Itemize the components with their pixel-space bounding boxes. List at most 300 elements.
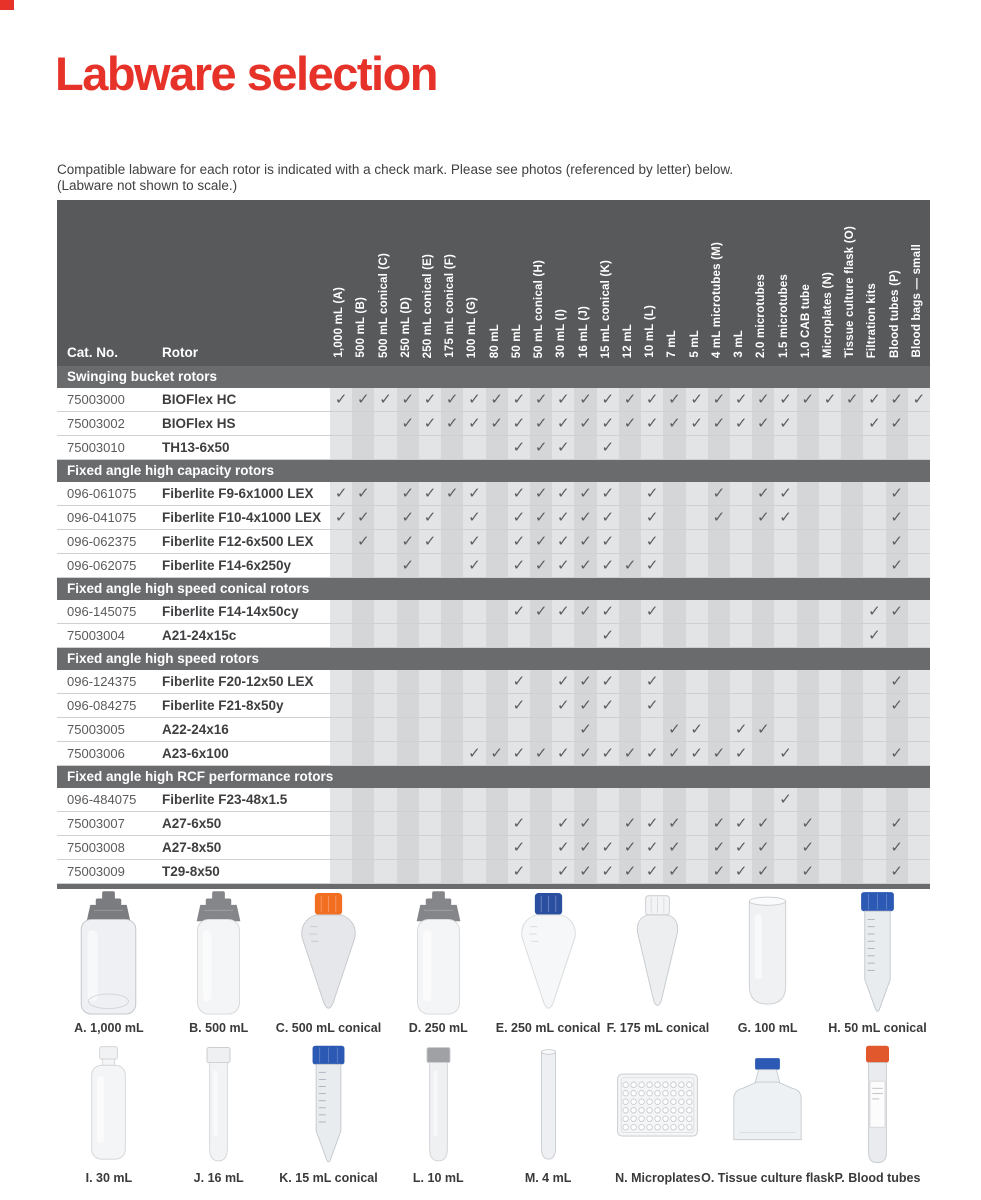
- check-cell: [708, 788, 730, 811]
- check-mark: ✓: [645, 745, 659, 762]
- labware-photo: [603, 1044, 713, 1185]
- check-cell: [574, 436, 596, 459]
- check-mark: ✓: [868, 627, 881, 644]
- labware-table: [57, 200, 930, 889]
- check-cell: [641, 812, 663, 835]
- check-cell: [397, 670, 419, 693]
- cat-no-cell: 75003005: [67, 722, 125, 737]
- column-header-label: 1.5 microtubes: [777, 274, 790, 358]
- rotor-column-header: Rotor: [162, 345, 198, 360]
- check-cell: [663, 860, 685, 883]
- check-mark: ✓: [557, 509, 570, 526]
- check-cell: [574, 624, 596, 647]
- check-cell: [863, 860, 885, 883]
- check-mark: ✓: [645, 485, 659, 502]
- check-cell: [486, 412, 508, 435]
- check-mark: ✓: [512, 697, 526, 714]
- check-mark: ✓: [890, 391, 903, 408]
- check-mark: ✓: [557, 485, 570, 502]
- check-mark: ✓: [579, 815, 592, 832]
- check-mark: ✓: [890, 745, 903, 762]
- check-cell: [752, 624, 774, 647]
- check-cell: [486, 670, 508, 693]
- section-header-label: Swinging bucket rotors: [67, 369, 218, 384]
- check-cell: [752, 860, 774, 883]
- check-cell: [863, 482, 885, 505]
- check-cell: [797, 718, 819, 741]
- check-mark: ✓: [890, 673, 903, 690]
- column-header-label: 80 mL: [488, 323, 501, 358]
- check-mark: ✓: [779, 415, 792, 432]
- check-cell: [908, 388, 930, 411]
- check-cell: [797, 624, 819, 647]
- check-cell: [774, 530, 796, 553]
- check-cell: [841, 670, 863, 693]
- check-cell: [574, 412, 596, 435]
- check-mark: ✓: [623, 839, 637, 856]
- check-mark: ✓: [601, 603, 615, 620]
- check-cell: [530, 742, 552, 765]
- check-cell: [708, 670, 730, 693]
- table-row: [57, 482, 930, 506]
- rotor-cell: Fiberlite F14-14x50cy: [162, 604, 299, 619]
- check-cell: [441, 482, 463, 505]
- check-cell: [486, 742, 508, 765]
- labware-photo: [274, 1044, 384, 1185]
- check-cell: [397, 554, 419, 577]
- check-cell: [819, 436, 841, 459]
- check-cell: [463, 412, 485, 435]
- check-cell: [841, 742, 863, 765]
- check-cell: [841, 412, 863, 435]
- check-cell: [908, 836, 930, 859]
- check-cell: [752, 482, 774, 505]
- conical-ribcap-icon: [612, 890, 703, 1018]
- check-mark: ✓: [912, 391, 926, 408]
- check-mark: ✓: [579, 673, 592, 690]
- check-cell: [441, 600, 463, 623]
- labware-photo-image: [613, 1044, 702, 1168]
- check-mark: ✓: [601, 697, 615, 714]
- check-mark: ✓: [623, 391, 637, 408]
- check-cell: [574, 718, 596, 741]
- check-cell: [708, 554, 730, 577]
- check-cell: [663, 812, 685, 835]
- column-header-label: 30 mL (I): [555, 309, 568, 358]
- cat-no-cell: 75003002: [67, 416, 125, 431]
- check-cell: [886, 670, 908, 693]
- check-mark: ✓: [579, 485, 592, 502]
- check-cell: [530, 530, 552, 553]
- check-cell: [486, 600, 508, 623]
- check-cell: [774, 836, 796, 859]
- check-mark: ✓: [868, 391, 881, 408]
- cat-no-cell: 096-484075: [67, 792, 137, 807]
- check-cell: [797, 506, 819, 529]
- check-cell: [374, 506, 396, 529]
- check-cell: [708, 506, 730, 529]
- labware-photos-row-2: [54, 1044, 933, 1185]
- check-cell: [441, 388, 463, 411]
- blood-tube-icon: [833, 1044, 922, 1168]
- labware-photo-image: [284, 1044, 373, 1168]
- check-cell: [330, 836, 352, 859]
- check-cell: [752, 388, 774, 411]
- tube-open-small-icon: [504, 1044, 593, 1168]
- labware-photo-label: N. Microplates: [615, 1171, 701, 1185]
- check-cell: [863, 718, 885, 741]
- check-cell: [330, 670, 352, 693]
- check-cell: [552, 694, 574, 717]
- rotor-cell: Fiberlite F23-48x1.5: [162, 792, 288, 807]
- check-cell: [774, 694, 796, 717]
- check-cell: [508, 694, 530, 717]
- labware-photo-label: K. 15 mL conical: [279, 1171, 378, 1185]
- check-cell: [819, 412, 841, 435]
- check-cell: [841, 554, 863, 577]
- column-header-label: Blood tubes (P): [888, 270, 901, 358]
- check-cell: [908, 506, 930, 529]
- check-cell: [863, 836, 885, 859]
- check-mark: ✓: [512, 863, 526, 880]
- check-cell: [797, 482, 819, 505]
- column-header-label: 250 mL conical (E): [422, 253, 434, 358]
- check-mark: ✓: [512, 815, 526, 832]
- check-cell: [708, 812, 730, 835]
- check-mark: ✓: [779, 509, 792, 526]
- check-cell: [574, 812, 596, 835]
- check-cell: [752, 600, 774, 623]
- check-mark: ✓: [601, 839, 615, 856]
- check-cell: [863, 694, 885, 717]
- check-mark: ✓: [757, 839, 770, 856]
- check-mark: ✓: [468, 485, 481, 502]
- check-cell: [419, 836, 441, 859]
- check-mark: ✓: [645, 839, 659, 856]
- check-mark: ✓: [890, 485, 903, 502]
- check-mark: ✓: [623, 557, 637, 574]
- check-cell: [841, 812, 863, 835]
- check-cell: [774, 600, 796, 623]
- check-mark: ✓: [757, 721, 770, 738]
- check-mark: ✓: [690, 721, 703, 738]
- check-cell: [463, 670, 485, 693]
- check-cell: [530, 718, 552, 741]
- check-cell: [441, 624, 463, 647]
- check-cell: [619, 600, 641, 623]
- check-mark: ✓: [579, 697, 592, 714]
- rotor-cell: Fiberlite F20-12x50 LEX: [162, 674, 314, 689]
- check-cell: [463, 506, 485, 529]
- labware-photo: [383, 1044, 493, 1185]
- check-cell: [708, 624, 730, 647]
- check-cell: [863, 530, 885, 553]
- check-cell: [330, 530, 352, 553]
- check-cell: [641, 554, 663, 577]
- check-mark: ✓: [645, 391, 659, 408]
- check-cell: [397, 812, 419, 835]
- check-cell: [508, 436, 530, 459]
- check-mark: ✓: [801, 839, 815, 856]
- check-mark: ✓: [557, 557, 570, 574]
- check-cell: [330, 388, 352, 411]
- check-cell: [686, 718, 708, 741]
- check-mark: ✓: [757, 415, 770, 432]
- table-row: [57, 670, 930, 694]
- table-header: [57, 200, 930, 366]
- check-cell: [463, 436, 485, 459]
- labware-photo-image: [393, 890, 484, 1018]
- check-mark: ✓: [512, 509, 526, 526]
- check-mark: ✓: [557, 815, 570, 832]
- check-cell: [352, 788, 374, 811]
- check-cell: [397, 624, 419, 647]
- check-cell: [908, 670, 930, 693]
- check-cell: [530, 436, 552, 459]
- check-cell: [841, 482, 863, 505]
- check-cell: [774, 742, 796, 765]
- labware-photo-label: C. 500 mL conical: [275, 1021, 382, 1035]
- check-cell: [530, 624, 552, 647]
- check-cell: [686, 506, 708, 529]
- check-cell: [863, 600, 885, 623]
- check-cell: [752, 670, 774, 693]
- check-cell: [663, 554, 685, 577]
- check-cell: [908, 600, 930, 623]
- check-cell: [886, 554, 908, 577]
- column-header-label: 16 mL (J): [577, 305, 590, 358]
- check-mark: ✓: [601, 863, 615, 880]
- cat-no-column-header: Cat. No.: [67, 345, 119, 360]
- cat-no-cell: 096-084275: [67, 698, 137, 713]
- check-cell: [708, 694, 730, 717]
- check-cell: [797, 694, 819, 717]
- check-cell: [752, 554, 774, 577]
- check-cell: [886, 836, 908, 859]
- check-cell: [641, 836, 663, 859]
- check-mark: ✓: [512, 557, 526, 574]
- check-mark: ✓: [423, 391, 437, 408]
- labware-photo-label: L. 10 mL: [412, 1171, 464, 1185]
- check-cell: [352, 554, 374, 577]
- check-cell: [619, 718, 641, 741]
- check-cell: [774, 554, 796, 577]
- check-cell: [530, 554, 552, 577]
- check-cell: [597, 600, 619, 623]
- check-cell: [663, 788, 685, 811]
- check-cell: [886, 506, 908, 529]
- check-mark: ✓: [668, 839, 681, 856]
- check-cell: [508, 412, 530, 435]
- check-mark: ✓: [512, 415, 526, 432]
- check-mark: ✓: [890, 697, 903, 714]
- check-mark: ✓: [668, 391, 681, 408]
- rotor-cell: A27-6x50: [162, 816, 222, 831]
- check-cell: [663, 836, 685, 859]
- table-row: [57, 506, 930, 530]
- check-cell: [619, 554, 641, 577]
- check-mark: ✓: [712, 839, 726, 856]
- check-cell: [374, 860, 396, 883]
- table-row: [57, 836, 930, 860]
- check-mark: ✓: [423, 533, 437, 550]
- column-header-label: 12 mL: [622, 323, 634, 358]
- check-cell: [686, 412, 708, 435]
- check-cell: [841, 718, 863, 741]
- check-cell: [819, 812, 841, 835]
- check-mark: ✓: [801, 863, 815, 880]
- check-mark: ✓: [623, 415, 637, 432]
- check-cell: [730, 412, 752, 435]
- check-cell: [819, 506, 841, 529]
- check-mark: ✓: [557, 745, 570, 762]
- check-cell: [863, 624, 885, 647]
- check-mark: ✓: [334, 485, 348, 502]
- check-mark: ✓: [357, 391, 370, 408]
- check-cell: [463, 554, 485, 577]
- check-cell: [686, 482, 708, 505]
- check-cell: [552, 482, 574, 505]
- table-row: [57, 530, 930, 554]
- check-mark: ✓: [557, 863, 570, 880]
- check-cell: [797, 836, 819, 859]
- labware-photo-label: J. 16 mL: [193, 1171, 244, 1185]
- section-header-label: Fixed angle high RCF performance rotors: [67, 769, 334, 784]
- check-mark: ✓: [579, 509, 592, 526]
- table-row: [57, 742, 930, 766]
- check-cell: [574, 388, 596, 411]
- check-cell: [574, 600, 596, 623]
- check-cell: [419, 530, 441, 553]
- check-mark: ✓: [890, 815, 903, 832]
- check-mark: ✓: [579, 533, 592, 550]
- check-cell: [419, 482, 441, 505]
- check-cell: [552, 836, 574, 859]
- check-cell: [686, 670, 708, 693]
- check-cell: [730, 788, 752, 811]
- check-mark: ✓: [734, 745, 748, 762]
- check-mark: ✓: [601, 485, 615, 502]
- check-cell: [352, 436, 374, 459]
- check-cell: [441, 694, 463, 717]
- check-cell: [641, 436, 663, 459]
- check-cell: [708, 388, 730, 411]
- check-cell: [641, 388, 663, 411]
- check-mark: ✓: [712, 391, 726, 408]
- check-cell: [419, 506, 441, 529]
- check-cell: [486, 788, 508, 811]
- check-mark: ✓: [512, 439, 526, 456]
- check-cell: [752, 436, 774, 459]
- check-cell: [397, 600, 419, 623]
- check-cell: [641, 482, 663, 505]
- check-cell: [752, 506, 774, 529]
- labware-photo-label: A. 1,000 mL: [74, 1021, 144, 1035]
- check-mark: ✓: [757, 509, 770, 526]
- check-mark: ✓: [712, 415, 726, 432]
- table-row: [57, 554, 930, 578]
- labware-photo-label: E. 250 mL conical: [495, 1021, 601, 1035]
- check-cell: [486, 482, 508, 505]
- check-cell: [352, 812, 374, 835]
- check-mark: ✓: [601, 509, 615, 526]
- check-cell: [730, 718, 752, 741]
- check-cell: [486, 694, 508, 717]
- check-cell: [774, 718, 796, 741]
- check-cell: [730, 670, 752, 693]
- check-mark: ✓: [468, 415, 481, 432]
- table-row: [57, 436, 930, 460]
- check-cell: [797, 812, 819, 835]
- check-mark: ✓: [890, 533, 903, 550]
- check-cell: [686, 812, 708, 835]
- check-cell: [841, 388, 863, 411]
- check-cell: [397, 860, 419, 883]
- check-cell: [552, 506, 574, 529]
- check-cell: [886, 600, 908, 623]
- cat-no-cell: 75003004: [67, 628, 125, 643]
- check-cell: [574, 482, 596, 505]
- check-cell: [797, 742, 819, 765]
- cat-no-cell: 096-145075: [67, 604, 137, 619]
- rotor-cell: TH13-6x50: [162, 440, 230, 455]
- check-mark: ✓: [401, 391, 415, 408]
- check-mark: ✓: [579, 603, 592, 620]
- check-cell: [486, 860, 508, 883]
- labware-photo: [493, 890, 603, 1035]
- check-cell: [374, 482, 396, 505]
- labware-photo-image: [723, 1044, 812, 1168]
- check-mark: ✓: [579, 721, 592, 738]
- check-cell: [352, 624, 374, 647]
- cat-no-cell: 096-041075: [67, 510, 137, 525]
- check-cell: [708, 860, 730, 883]
- check-cell: [819, 742, 841, 765]
- check-mark: ✓: [734, 415, 748, 432]
- check-cell: [552, 812, 574, 835]
- check-mark: ✓: [734, 391, 748, 408]
- check-cell: [730, 436, 752, 459]
- check-mark: ✓: [334, 391, 348, 408]
- check-cell: [686, 600, 708, 623]
- table-row: [57, 388, 930, 412]
- check-cell: [374, 742, 396, 765]
- check-mark: ✓: [423, 509, 437, 526]
- check-cell: [552, 788, 574, 811]
- check-cell: [752, 836, 774, 859]
- check-cell: [508, 506, 530, 529]
- check-cell: [530, 388, 552, 411]
- check-cell: [886, 718, 908, 741]
- check-cell: [397, 506, 419, 529]
- check-cell: [686, 554, 708, 577]
- check-mark: ✓: [557, 391, 570, 408]
- check-cell: [619, 506, 641, 529]
- check-cell: [463, 860, 485, 883]
- check-cell: [508, 624, 530, 647]
- check-cell: [463, 624, 485, 647]
- check-cell: [597, 506, 619, 529]
- check-cell: [397, 412, 419, 435]
- bottle-icon: [173, 890, 264, 1018]
- check-cell: [374, 788, 396, 811]
- check-cell: [397, 742, 419, 765]
- flask-icon: [723, 1044, 812, 1168]
- check-cell: [730, 742, 752, 765]
- check-mark: ✓: [557, 697, 570, 714]
- rotor-cell: A22-24x16: [162, 722, 229, 737]
- check-mark: ✓: [645, 415, 659, 432]
